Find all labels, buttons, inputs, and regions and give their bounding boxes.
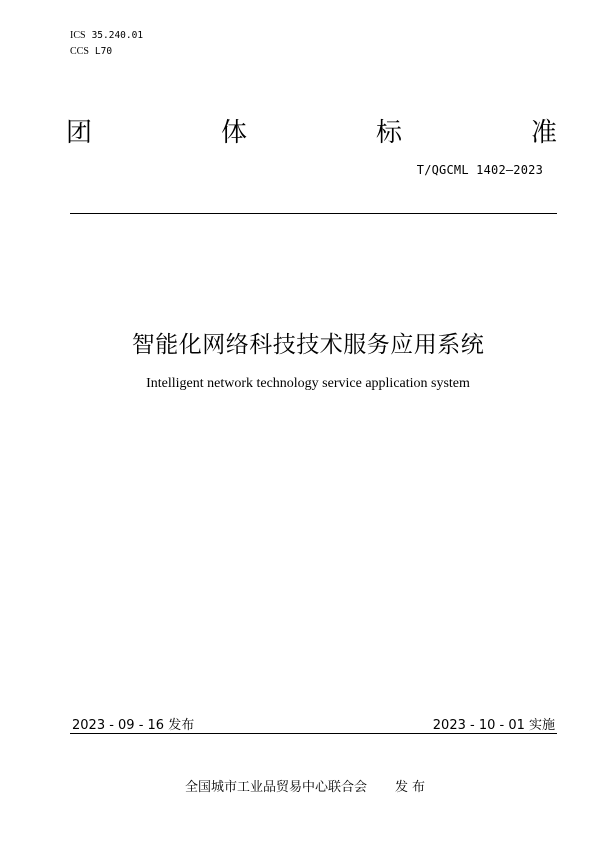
document-title-chinese: 智能化网络科技技术服务应用系统	[131, 332, 485, 358]
standard-type-char-1: 团	[66, 117, 93, 148]
standard-type-heading	[66, 112, 557, 148]
ics-code	[70, 28, 143, 44]
ccs-label: CCS	[70, 46, 89, 57]
document-title-english: Intelligent network technology service application system	[146, 376, 470, 391]
standard-type-char-4: 准	[530, 117, 557, 148]
ics-value: 35.240.01	[91, 30, 144, 41]
standard-type-char-2: 体	[220, 117, 247, 148]
standard-number: T/QGCML 1402—2023	[416, 163, 543, 177]
date-row	[72, 714, 555, 733]
ccs-code	[70, 44, 143, 60]
issuer-line	[0, 776, 600, 795]
publish-date: 2023 - 09 - 16 发布	[72, 718, 195, 733]
standard-type-char-3: 标	[375, 117, 402, 148]
ccs-value: L70	[94, 46, 113, 57]
bottom-divider	[70, 733, 557, 734]
implement-date: 2023 - 10 - 01 实施	[432, 718, 555, 733]
top-divider	[70, 213, 557, 214]
issuer-name: 全国城市工业品贸易中心联合会	[184, 780, 367, 795]
issuer-action: 发布	[395, 780, 430, 795]
ics-label: ICS	[70, 30, 86, 41]
classification-codes	[70, 28, 143, 60]
